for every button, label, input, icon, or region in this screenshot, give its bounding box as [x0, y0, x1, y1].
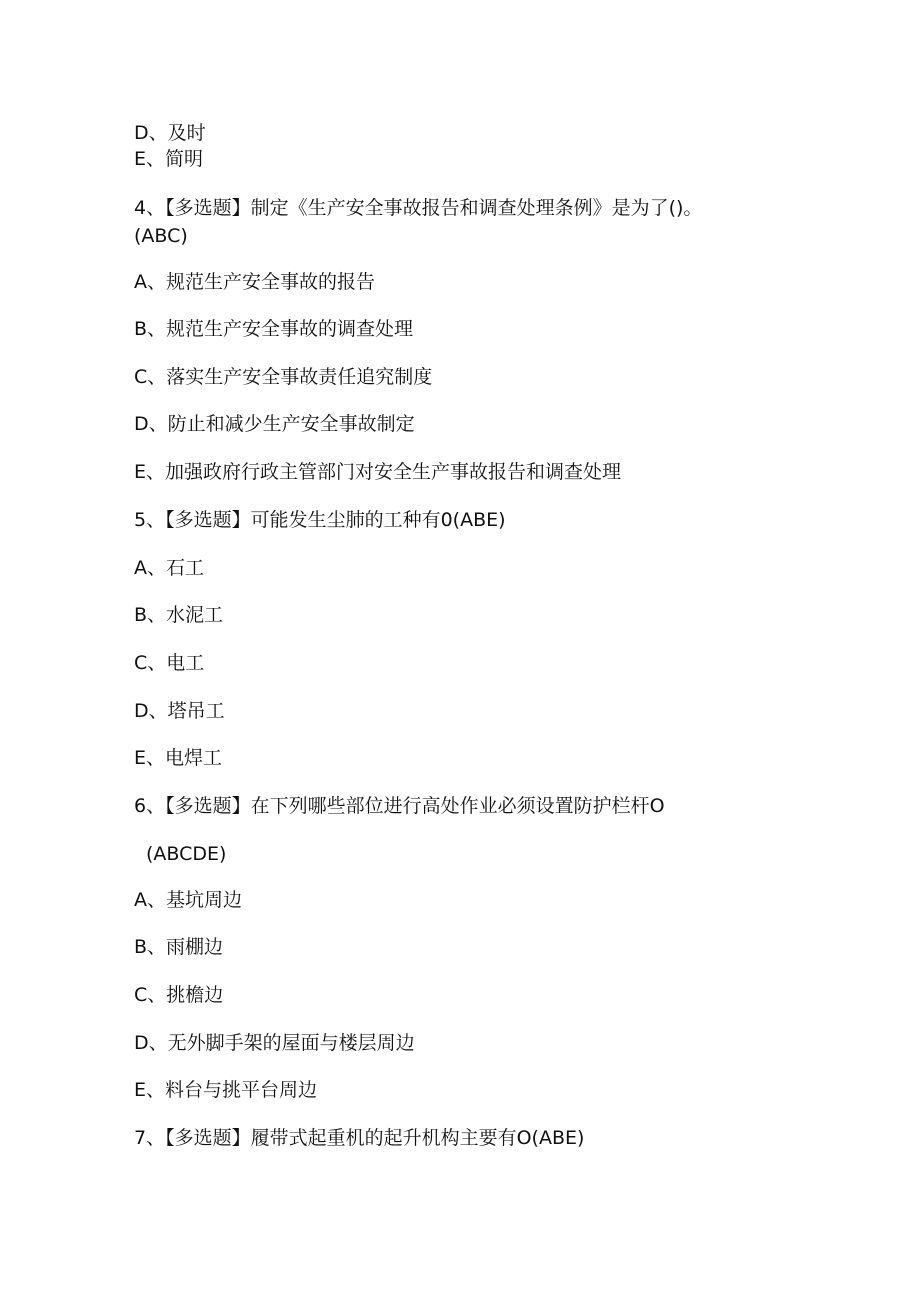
option-text: D、及时 — [134, 122, 206, 144]
option-text: B、水泥工 — [134, 604, 224, 626]
option-text: E、电焊工 — [134, 747, 223, 769]
option-text: A、石工 — [134, 557, 204, 579]
option-text: A、规范生产安全事故的报告 — [134, 271, 375, 293]
question-text: 6、【多选题】在下列哪些部位进行高处作业必须设置防护栏杆O — [134, 795, 665, 817]
option-text: E、加强政府行政主管部门对安全生产事故报告和调查处理 — [134, 461, 622, 483]
option-text: E、简明 — [134, 148, 204, 170]
answer-key: (ABCDE) — [146, 843, 227, 865]
option-text: D、无外脚手架的屋面与楼层周边 — [134, 1032, 415, 1054]
option-text: C、电工 — [134, 652, 205, 674]
option-text: C、落实生产安全事故责任追究制度 — [134, 366, 433, 388]
option-text: A、基坑周边 — [134, 889, 242, 911]
question-text: 7、【多选题】履带式起重机的起升机构主要有O(ABE) — [134, 1127, 585, 1149]
answer-key: (ABC) — [134, 225, 188, 247]
option-text: C、挑檐边 — [134, 984, 224, 1006]
option-text: D、塔吊工 — [134, 700, 225, 722]
question-text: 4、【多选题】制定《生产安全事故报告和调查处理条例》是为了()。 — [134, 197, 703, 219]
question-text: 5、【多选题】可能发生尘肺的工种有0(ABE) — [134, 509, 506, 531]
option-text: B、雨棚边 — [134, 936, 224, 958]
option-text: D、防止和减少生产安全事故制定 — [134, 413, 415, 435]
option-text: E、料台与挑平台周边 — [134, 1079, 318, 1101]
option-text: B、规范生产安全事故的调查处理 — [134, 318, 414, 340]
